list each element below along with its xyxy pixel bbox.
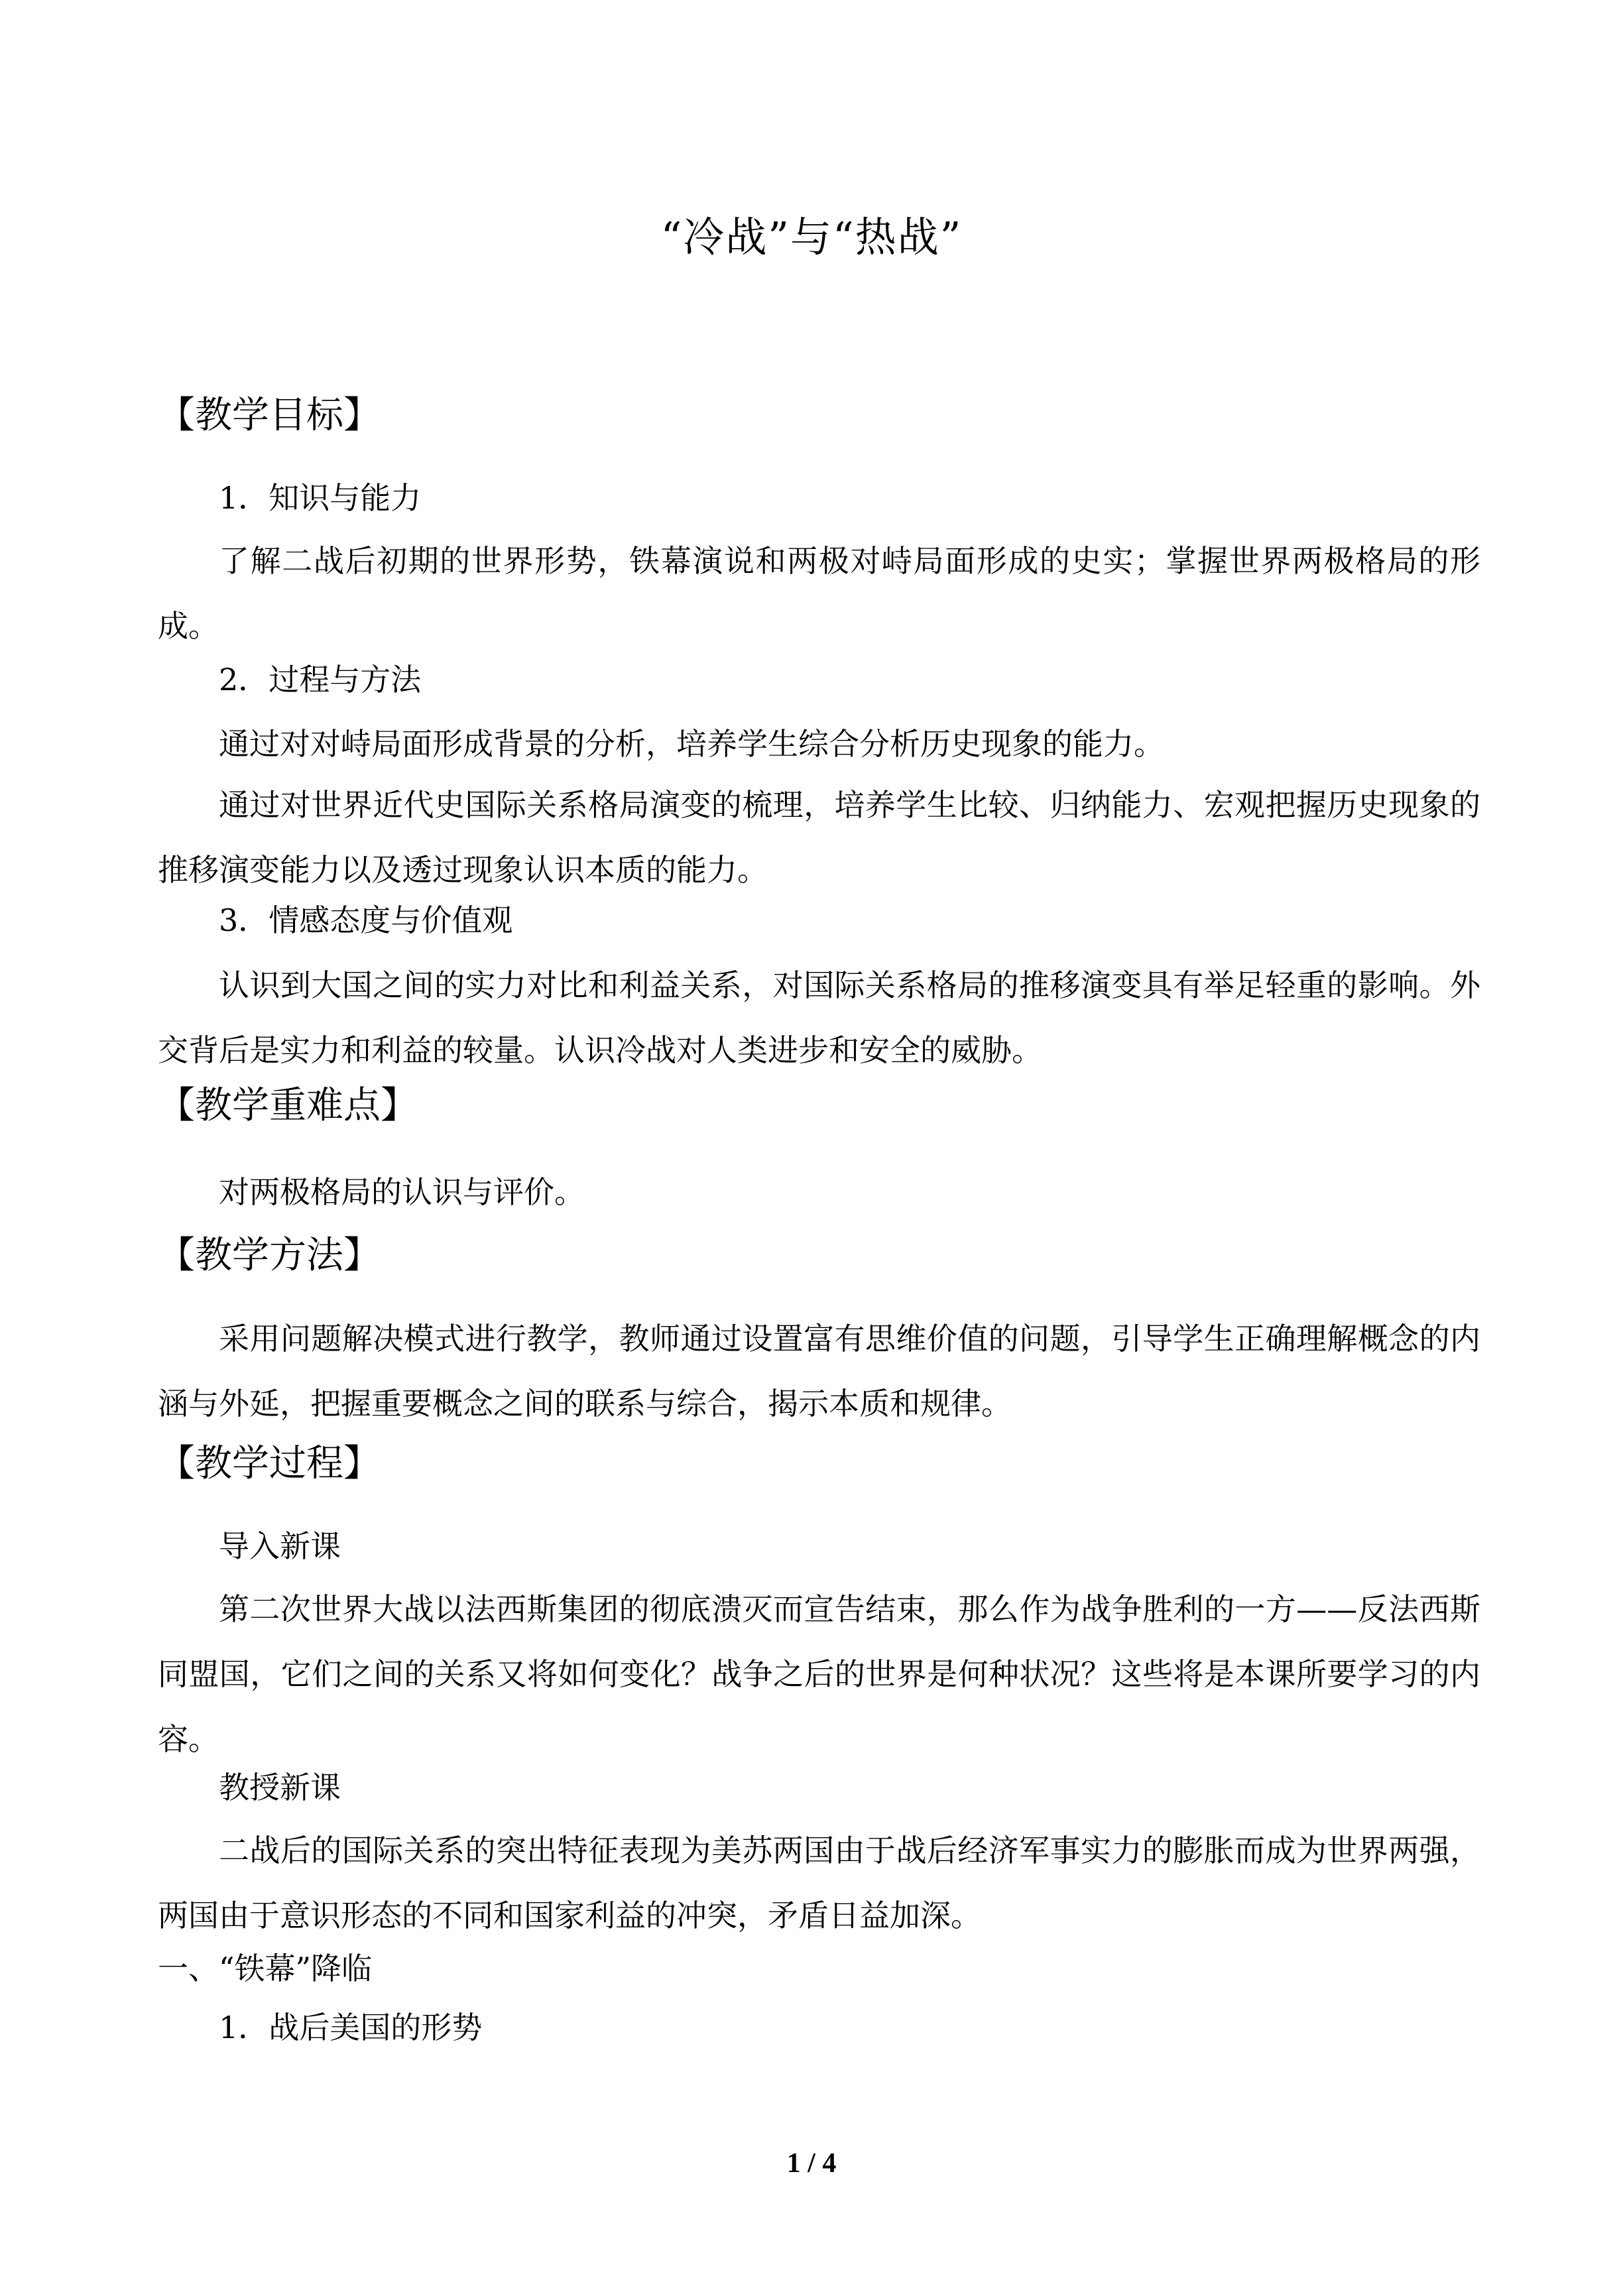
document-title: “冷战”与“热战” xyxy=(660,213,963,261)
intro-title: 导入新课 xyxy=(219,1528,341,1564)
heading-keypoints: 【教学重难点】 xyxy=(158,1084,418,1127)
page-number: 1 / 4 xyxy=(786,2148,837,2179)
intro-text: 第二次世界大战以法西斯集团的彻底溃灭而宣告结束，那么作为战争胜利的一方——反法西斯同盟国，它们之间的关系又将如何变化？战争之后的世界是何种状况？这些将是本课所要学习的内容。 xyxy=(158,1591,1480,1757)
objective-3-text: 认识到大国之间的实力对比和利益关系，对国际关系格局的推移演变具有举足轻重的影响。外交背后是实力和利益的较量。认识冷战对人类进步和安全的威胁。 xyxy=(158,967,1480,1068)
heading-methods: 【教学方法】 xyxy=(158,1234,381,1277)
heading-objectives: 【教学目标】 xyxy=(158,394,381,437)
new-lesson-title: 教授新课 xyxy=(219,1770,341,1805)
objective-3-title: 3．情感态度与价值观 xyxy=(219,902,513,938)
part1-sub1: 1．战后美国的形势 xyxy=(219,2010,483,2045)
objective-1-title: 1．知识与能力 xyxy=(219,480,422,516)
keypoints-text: 对两极格局的认识与评价。 xyxy=(219,1174,585,1210)
objective-2-text-b: 通过对世界近代史国际关系格局演变的梳理，培养学生比较、归纳能力、宏观把握历史现象的推移演变能力以及透过现象认识本质的能力。 xyxy=(158,787,1480,888)
objective-2-text-a: 通过对对峙局面形成背景的分析，培养学生综合分析历史现象的能力。 xyxy=(219,726,1164,762)
methods-text: 采用问题解决模式进行教学，教师通过设置富有思维价值的问题，引导学生正确理解概念的内涵与外延，把握重要概念之间的联系与综合，揭示本质和规律。 xyxy=(158,1321,1480,1421)
heading-process: 【教学过程】 xyxy=(158,1442,381,1485)
objective-2-title: 2．过程与方法 xyxy=(219,662,422,697)
new-lesson-text: 二战后的国际关系的突出特征表现为美苏两国由于战后经济军事实力的膨胀而成为世界两强，两国由于意识形态的不同和国家利益的冲突，矛盾日益加深。 xyxy=(158,1833,1480,1933)
objective-1-text: 了解二战后初期的世界形势，铁幕演说和两极对峙局面形成的史实；掌握世界两极格局的形成。 xyxy=(158,543,1480,644)
part1-title: 一、“铁幕”降临 xyxy=(158,1951,373,1986)
